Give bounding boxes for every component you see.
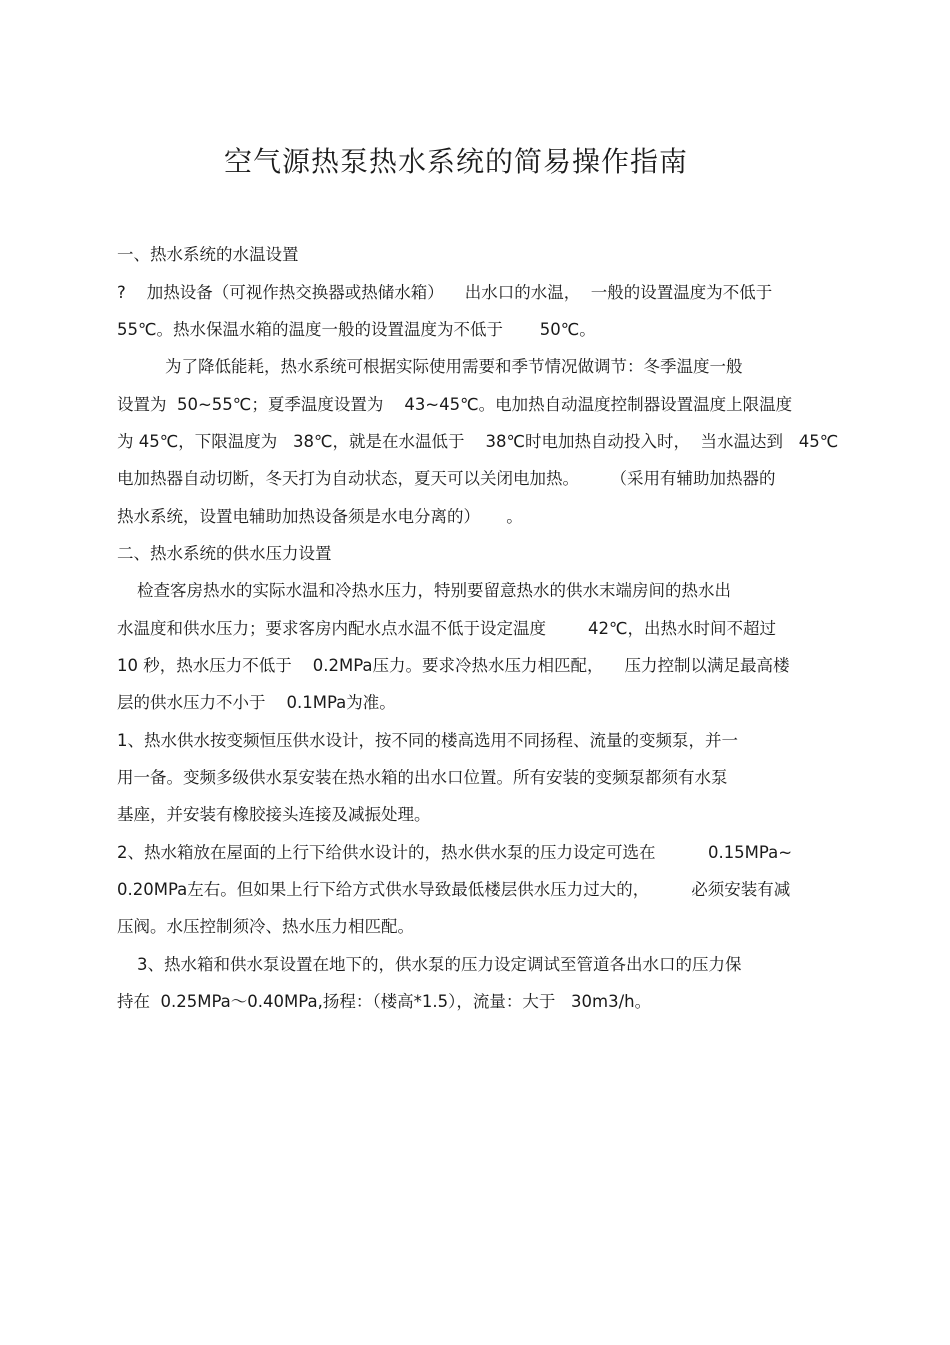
paragraph-line: 设置为 50~55℃；夏季温度设置为 43~45℃。电加热自动温度控制器设置温度上限温度 bbox=[117, 395, 793, 414]
paragraph-line: 持在 0.25MPa～0.40MPa,扬程：（楼高*1.5），流量：大于 30m3/h。 bbox=[117, 992, 652, 1011]
paragraph-line: 水温度和供水压力；要求客房内配水点水温不低于设定温度 42℃，出热水时间不超过 bbox=[117, 619, 776, 638]
paragraph-line: 0.20MPa左右。但如果上行下给方式供水导致最低楼层供水压力过大的， 必须安装有减 bbox=[117, 880, 791, 899]
paragraph-line: 基座，并安装有橡胶接头连接及减振处理。 bbox=[117, 805, 431, 824]
paragraph-line: 热水系统，设置电辅助加热设备须是水电分离的） 。 bbox=[117, 507, 523, 526]
paragraph-line: 10 秒，热水压力不低于 0.2MPa压力。要求冷热水压力相匹配， 压力控制以满足最高楼 bbox=[117, 656, 790, 675]
paragraph-line: 用一备。变频多级供水泵安装在热水箱的出水口位置。所有安装的变频泵都须有水泵 bbox=[117, 768, 728, 787]
paragraph-line: 压阀。水压控制须冷、热水压力相匹配。 bbox=[117, 917, 414, 936]
paragraph-line: 电加热器自动切断，冬天打为自动状态，夏天可以关闭电加热。 （采用有辅助加热器的 bbox=[117, 469, 776, 488]
section-heading: 二、热水系统的供水压力设置 bbox=[117, 544, 332, 563]
paragraph-line: 检查客房热水的实际水温和冷热水压力，特别要留意热水的供水末端房间的热水出 bbox=[137, 581, 731, 600]
paragraph-line: 为了降低能耗，热水系统可根据实际使用需要和季节情况做调节：冬季温度一般 bbox=[165, 357, 743, 376]
paragraph-line: 层的供水压力不小于 0.1MPa为准。 bbox=[117, 693, 396, 712]
document-title: 空气源热泵热水系统的简易操作指南 bbox=[223, 145, 688, 178]
paragraph-line: 2、热水箱放在屋面的上行下给供水设计的，热水供水泵的压力设定可选在 0.15MPa~ bbox=[117, 843, 793, 862]
section-heading: 一、热水系统的水温设置 bbox=[117, 245, 299, 264]
paragraph-line: 3、热水箱和供水泵设置在地下的，供水泵的压力设定调试至管道各出水口的压力保 bbox=[137, 955, 742, 974]
paragraph-line: 1、热水供水按变频恒压供水设计，按不同的楼高选用不同扬程、流量的变频泵，并一 bbox=[117, 731, 738, 750]
paragraph-line: ? 加热设备（可视作热交换器或热储水箱） 出水口的水温， 一般的设置温度为不低于 bbox=[117, 283, 773, 302]
paragraph-line: 55℃。热水保温水箱的温度一般的设置温度为不低于 50℃。 bbox=[117, 320, 596, 339]
paragraph-line: 为 45℃，下限温度为 38℃，就是在水温低于 38℃时电加热自动投入时， 当水温达到 45℃ bbox=[117, 432, 839, 451]
